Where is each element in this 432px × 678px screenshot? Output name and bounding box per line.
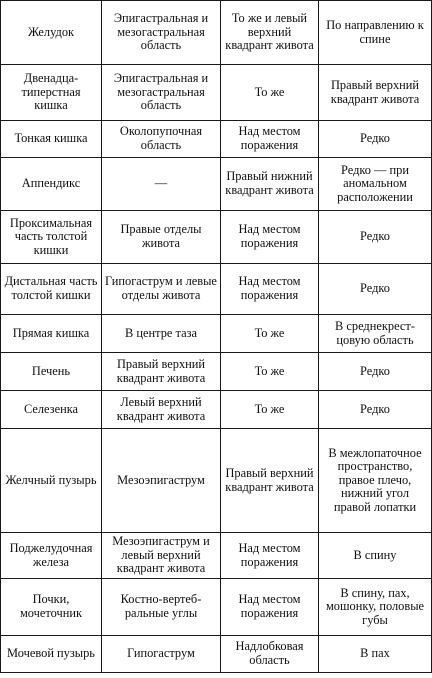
table-row bbox=[1, 1, 432, 65]
table-row bbox=[1, 264, 432, 315]
irradiation-cell: Редко bbox=[319, 211, 432, 264]
irradiation-cell: Редко — при аномальном расположении bbox=[319, 158, 432, 211]
irradiation-cell: Редко bbox=[319, 121, 432, 158]
pain-cell: Над местом поражения bbox=[221, 121, 319, 158]
location-cell: Мезоэпигаструм bbox=[102, 429, 221, 533]
organ-cell: Тонкая кишка bbox=[1, 121, 102, 158]
irradiation-cell: В среднекрестцовую область bbox=[319, 315, 432, 353]
table-row bbox=[1, 391, 432, 429]
table-row bbox=[1, 315, 432, 353]
table-row bbox=[1, 579, 432, 636]
irradiation-cell: Редко bbox=[319, 391, 432, 429]
table-row bbox=[1, 211, 432, 264]
location-cell: Правые отделы живота bbox=[102, 211, 221, 264]
table-row bbox=[1, 429, 432, 533]
pain-cell: Правый нижний квадрант живота bbox=[221, 158, 319, 211]
table-row bbox=[1, 158, 432, 211]
organ-cell: Дистальная часть толстой кишки bbox=[1, 264, 102, 315]
organ-cell: Мочевой пузырь bbox=[1, 636, 102, 673]
organ-cell: Двенадцатиперстная кишка bbox=[1, 65, 102, 121]
organ-cell: Поджелудочная железа bbox=[1, 533, 102, 579]
irradiation-cell: В межлопаточное пространство, правое плечо, нижний угол правой лопатки bbox=[319, 429, 432, 533]
table-row bbox=[1, 65, 432, 121]
irradiation-cell: В пах bbox=[319, 636, 432, 673]
location-cell: Гипогаструм bbox=[102, 636, 221, 673]
irradiation-cell: Правый верхний квадрант живота bbox=[319, 65, 432, 121]
organ-cell: Проксимальная часть толстой кишки bbox=[1, 211, 102, 264]
pain-cell: Над местом поражения bbox=[221, 211, 319, 264]
organ-cell: Почки, мочеточник bbox=[1, 579, 102, 636]
irradiation-cell: Редко bbox=[319, 264, 432, 315]
location-cell: Эпигастральная и мезогастральная область bbox=[102, 1, 221, 65]
table-row bbox=[1, 353, 432, 391]
organ-cell: Желчный пузырь bbox=[1, 429, 102, 533]
location-cell: Эпигастральная и мезогастральная область bbox=[102, 65, 221, 121]
pain-cell: Над местом поражения bbox=[221, 579, 319, 636]
location-cell: В центре таза bbox=[102, 315, 221, 353]
irradiation-cell: По направлению к спине bbox=[319, 1, 432, 65]
pain-cell: То же bbox=[221, 391, 319, 429]
pain-cell: Правый верхний квадрант живота bbox=[221, 429, 319, 533]
pain-cell: То же bbox=[221, 315, 319, 353]
pain-cell: То же bbox=[221, 65, 319, 121]
organ-cell: Желудок bbox=[1, 1, 102, 65]
location-cell: Мезоэпигаструм и левый верхний квадрант живота bbox=[102, 533, 221, 579]
irradiation-cell: Редко bbox=[319, 353, 432, 391]
location-cell: Левый верхний квадрант живота bbox=[102, 391, 221, 429]
organ-cell: Селезенка bbox=[1, 391, 102, 429]
irradiation-cell: В спину bbox=[319, 533, 432, 579]
pain-cell: То же bbox=[221, 353, 319, 391]
pain-cell: Над местом поражения bbox=[221, 533, 319, 579]
table-row bbox=[1, 121, 432, 158]
table-row bbox=[1, 533, 432, 579]
location-cell: — bbox=[102, 158, 221, 211]
organ-cell: Печень bbox=[1, 353, 102, 391]
pain-cell: Над местом поражения bbox=[221, 264, 319, 315]
organ-cell: Аппендикс bbox=[1, 158, 102, 211]
organ-cell: Прямая кишка bbox=[1, 315, 102, 353]
table-body bbox=[1, 1, 432, 673]
location-cell: Костно-вертебральные углы bbox=[102, 579, 221, 636]
table-row bbox=[1, 636, 432, 673]
location-cell: Правый верхний квадрант живота bbox=[102, 353, 221, 391]
location-cell: Околопупочная область bbox=[102, 121, 221, 158]
irradiation-cell: В спину, пах, мошонку, половые губы bbox=[319, 579, 432, 636]
pain-cell: То же и левый верхний квадрант живота bbox=[221, 1, 319, 65]
pain-cell: Надлобковая область bbox=[221, 636, 319, 673]
location-cell: Гипогаструм и левые отделы живота bbox=[102, 264, 221, 315]
